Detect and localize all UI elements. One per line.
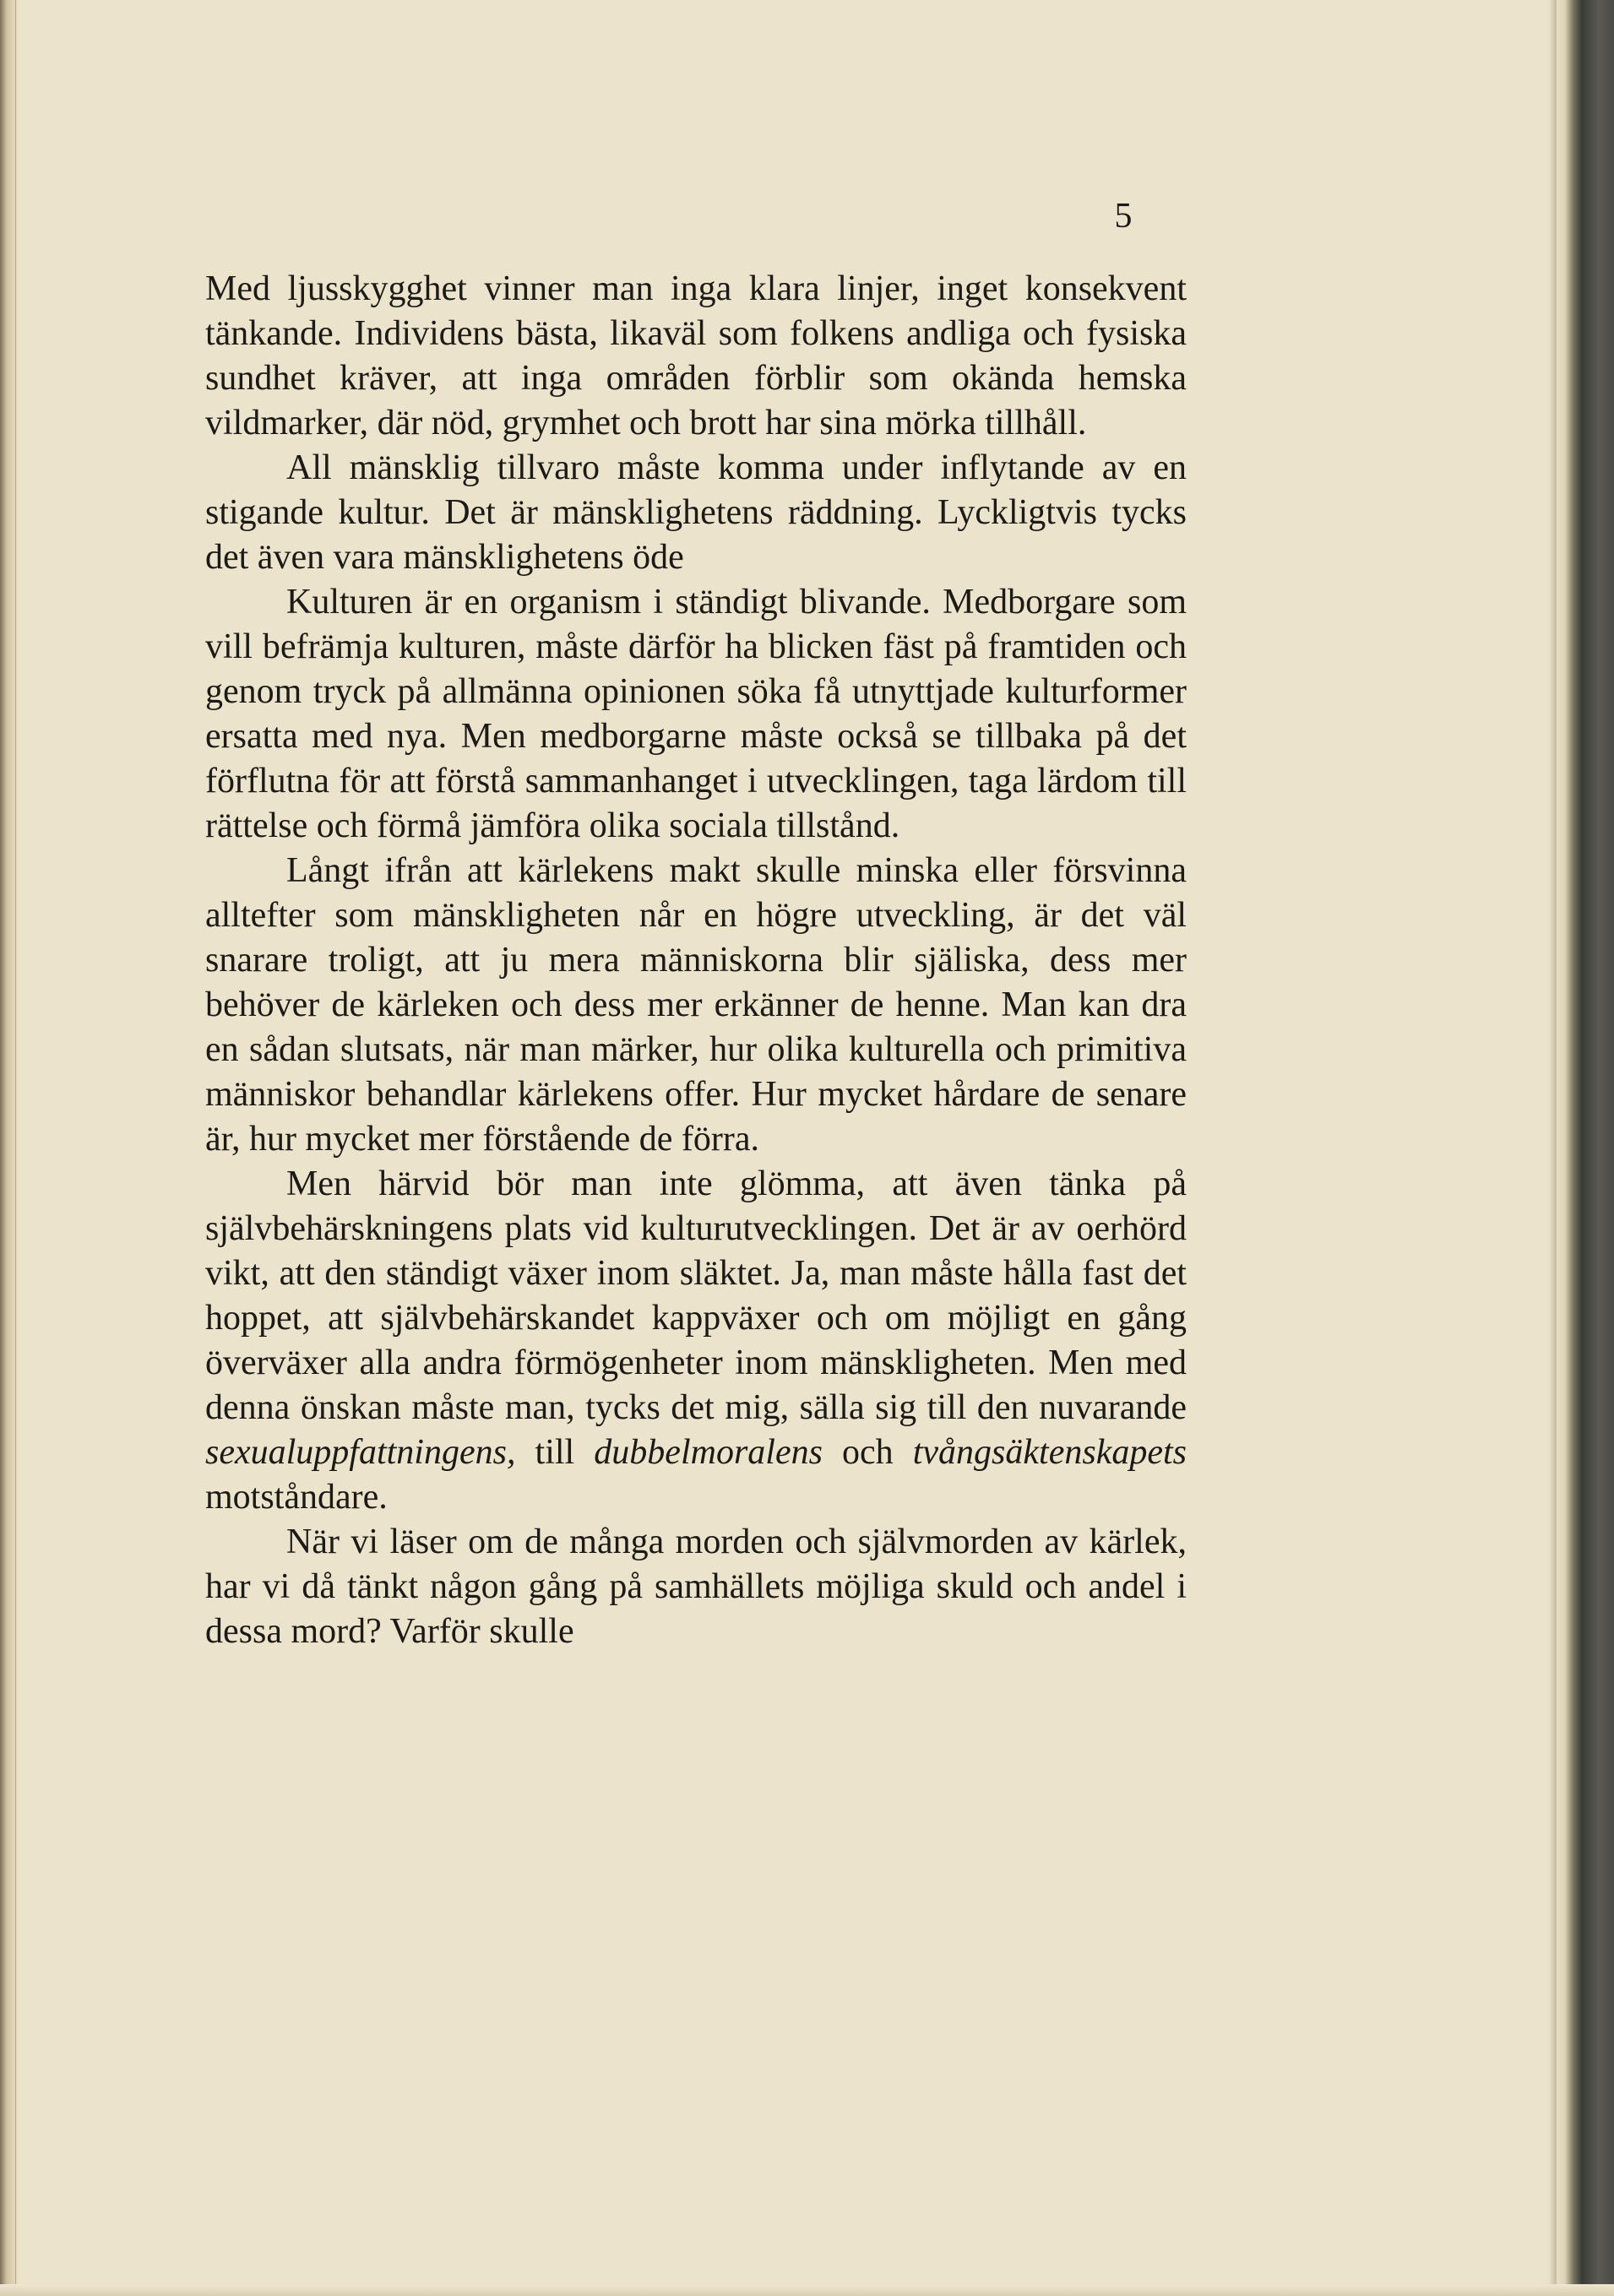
- paragraph-6: När vi läser om de många morden och självmorden av kärlek, har vi då tänkt någon gång på samhällets möjliga skuld och andel i dessa mord? Varför skulle: [205, 1523, 1187, 1651]
- page-number: 5: [1114, 197, 1133, 236]
- paragraph-5: [205, 1162, 1187, 1520]
- paragraph-4: Långt ifrån att kärlekens makt skulle minska eller försvinna alltefter som mänskligheten når en högre utveckling, är det väl snarare troligt, att ju mera människorna blir själiska, dess mer behöver de kärleken och dess mer erkänner de henne. Man kan dra en sådan slutsats, när man märker, hur olika kulturella och primitiva människor behandlar kärlekens offer. Hur mycket hårdare de senare är, hur mycket mer förstående de förra.: [205, 851, 1187, 1159]
- paragraph-5-text-after: motståndare.: [205, 1478, 388, 1517]
- body-text: [205, 267, 1187, 1654]
- paragraph-5-text-mid-2: och: [822, 1433, 913, 1472]
- paragraph-5-italic-term-2: dubbelmoralens: [594, 1433, 823, 1472]
- paragraph-5-text-before: Men härvid bör man inte glömma, att även tänka på självbehärskningens plats vid kulturutvecklingen. Det är av oerhörd vikt, att den ständigt växer inom släktet. Ja, man måste hålla fast det hoppet, att självbehärskandet kappväxer och om möjligt en gång överväxer alla andra förmögenheter inom mänskligheten. Men med denna önskan måste man, tycks det mig, sälla sig till den nuvarande: [205, 1164, 1187, 1427]
- paragraph-5-italic-term-3: tvångsäktenskapets: [912, 1433, 1187, 1472]
- paragraph-5-text-mid-1: till: [515, 1433, 595, 1472]
- paragraph-2: All mänsklig tillvaro måste komma under inflytande av en stigande kultur. Det är mänsklighetens räddning. Lyckligtvis tycks det även vara mänsklighetens öde: [205, 448, 1187, 577]
- paragraph-1: Med ljusskygghet vinner man inga klara linjer, inget konsekvent tänkande. Individens bästa, likaväl som folkens andliga och fysiska sundhet kräver, att inga områden förblir som okända hemska vildmarker, där nöd, grymhet och brott har sina mörka tillhåll.: [205, 269, 1187, 442]
- paragraph-3: Kulturen är en organism i ständigt blivande. Medborgare som vill befrämja kulturen, måste därför ha blicken fäst på framtiden och genom tryck på allmänna opinionen söka få utnyttjade kulturformer ersatta med nya. Men medborgarne måste också se tillbaka på det förflutna för att förstå sammanhanget i utvecklingen, taga lärdom till rättelse och förmå jämföra olika sociala tillstånd.: [205, 583, 1187, 845]
- paragraph-5-italic-term-1: sexualuppfattningens,: [205, 1433, 516, 1472]
